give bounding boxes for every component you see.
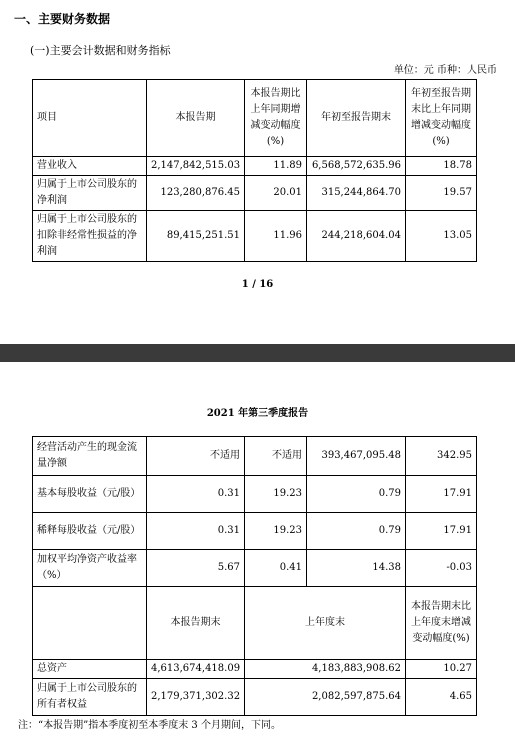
header-yoy: 本报告期比上年同期增减变动幅度(%)	[245, 80, 307, 157]
table-header-row	[33, 80, 477, 157]
cell-yoy: 19.23	[245, 476, 307, 513]
row-item: 归属于上市公司股东的所有者权益	[33, 679, 147, 716]
cell-ytd: 14.38	[307, 550, 406, 587]
header-ytd: 年初至报告期末	[307, 80, 406, 157]
cell-ytd: 0.79	[307, 476, 406, 513]
cell-ytd: 393,467,095.48	[307, 437, 406, 476]
financial-indicators-table-continued	[32, 436, 477, 716]
cell-ytd: 0.79	[307, 513, 406, 550]
cell-yoy: 不适用	[245, 437, 307, 476]
cell-ytd-yoy: -0.03	[406, 550, 477, 587]
cell-ytd-yoy: 18.78	[406, 157, 477, 176]
cell-ytd-yoy: 17.91	[406, 513, 477, 550]
header-period-end: 本报告期末	[147, 587, 245, 660]
row-item: 经营活动产生的现金流量净额	[33, 437, 147, 476]
cell-ytd-yoy: 19.57	[406, 176, 477, 211]
row-item: 基本每股收益（元/股）	[33, 476, 147, 513]
financial-indicators-table	[32, 79, 477, 262]
table-row	[33, 679, 477, 716]
header-item: 项目	[33, 80, 147, 157]
table-row	[33, 211, 477, 262]
cell-ytd-yoy: 13.05	[406, 211, 477, 262]
row-item: 总资产	[33, 660, 147, 679]
report-page-1	[0, 0, 515, 344]
table-row	[33, 157, 477, 176]
cell-current: 2,147,842,515.03	[147, 157, 245, 176]
cell-ytd: 315,244,864.70	[307, 176, 406, 211]
header-prior-year-end: 上年度末	[245, 587, 406, 660]
cell-yoy: 11.89	[245, 157, 307, 176]
cell-prior-year-end: 4,183,883,908.62	[245, 660, 406, 679]
header-ytd-yoy: 年初至报告期末比上年同期增减变动幅度(%)	[406, 80, 477, 157]
table-row	[33, 513, 477, 550]
subsection-title: (一)主要会计数据和财务指标	[30, 44, 171, 57]
footnote: 注：“本报告期”指本季度初至本季度末 3 个月期间，下同。	[18, 720, 281, 731]
table-row	[33, 476, 477, 513]
cell-yoy: 0.41	[245, 550, 307, 587]
row-item: 稀释每股收益（元/股）	[33, 513, 147, 550]
page-number: 1 / 16	[241, 279, 274, 290]
table-row	[33, 550, 477, 587]
cell-current: 89,415,251.51	[147, 211, 245, 262]
row-item: 加权平均净资产收益率（%）	[33, 550, 147, 587]
cell-ytd-yoy: 342.95	[406, 437, 477, 476]
cell-change: 10.27	[406, 660, 477, 679]
cell-current: 5.67	[147, 550, 245, 587]
cell-current: 0.31	[147, 476, 245, 513]
cell-yoy: 19.23	[245, 513, 307, 550]
table-row	[33, 437, 477, 476]
cell-change: 4.65	[406, 679, 477, 716]
row-item: 归属于上市公司股东的扣除非经常性损益的净利润	[33, 211, 147, 262]
cell-current: 不适用	[147, 437, 245, 476]
cell-prior-year-end: 2,082,597,875.64	[245, 679, 406, 716]
cell-yoy: 11.96	[245, 211, 307, 262]
empty-header-cell	[33, 587, 147, 660]
report-title: 2021 年第三季度报告	[206, 408, 309, 419]
cell-ytd: 6,568,572,635.96	[307, 157, 406, 176]
cell-ytd: 244,218,604.04	[307, 211, 406, 262]
cell-yoy: 20.01	[245, 176, 307, 211]
cell-current: 123,280,876.45	[147, 176, 245, 211]
cell-period-end: 4,613,674,418.09	[147, 660, 245, 679]
cell-ytd-yoy: 17.91	[406, 476, 477, 513]
header-current: 本报告期	[147, 80, 245, 157]
row-item: 营业收入	[33, 157, 147, 176]
table-row	[33, 176, 477, 211]
cell-period-end: 2,179,371,302.32	[147, 679, 245, 716]
header-change: 本报告期末比上年度末增减变动幅度(%)	[406, 587, 477, 660]
unit-label: 单位：元 币种：人民币	[393, 65, 497, 76]
cell-current: 0.31	[147, 513, 245, 550]
row-item: 归属于上市公司股东的净利润	[33, 176, 147, 211]
table-row	[33, 660, 477, 679]
balance-header-row	[33, 587, 477, 660]
section-title: 一、主要财务数据	[14, 12, 111, 26]
